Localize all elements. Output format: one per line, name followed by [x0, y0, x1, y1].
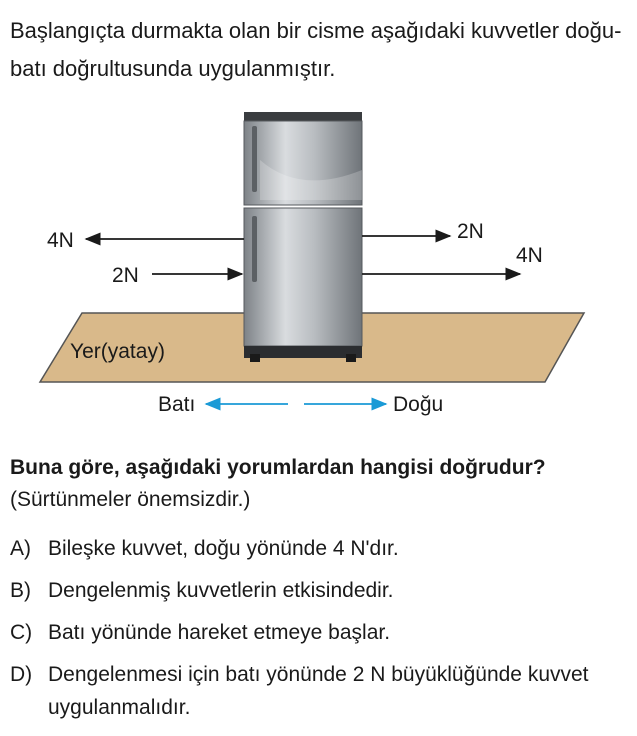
option-text: Dengelenmesi için batı yönünde 2 N büyüklüğünde kuvvet uygulanmalıdır. — [48, 663, 589, 719]
question-stem: Buna göre, aşağıdaki yorumlardan hangisi doğrudur? — [10, 456, 546, 479]
option-letter: D) — [10, 663, 33, 686]
answer-options — [10, 532, 635, 733]
option-letter: C) — [10, 621, 33, 644]
ground-label: Yer(yatay) — [70, 340, 165, 363]
option-text: Batı yönünde hareket etmeye başlar. — [48, 621, 391, 644]
option-text: Dengelenmiş kuvvetlerin etkisindedir. — [48, 579, 394, 602]
option-letter: B) — [10, 579, 31, 602]
option-text: Bileşke kuvvet, doğu yönünde 4 N'dır. — [48, 537, 399, 560]
force-diagram — [0, 100, 637, 430]
intro-text: Başlangıçta durmakta olan bir cisme aşağıdaki kuvvetler doğu-batı doğrultusunda uygulanmıştır. — [10, 18, 622, 81]
force-label-left-bottom: 2N — [112, 264, 139, 287]
fridge-object — [244, 112, 362, 362]
force-label-left-top: 4N — [47, 229, 74, 252]
force-label-right-top: 2N — [457, 220, 484, 243]
option-a[interactable] — [10, 532, 635, 565]
option-b[interactable] — [10, 574, 635, 607]
option-d[interactable] — [10, 658, 635, 724]
direction-west-label: Batı — [158, 393, 196, 416]
option-letter: A) — [10, 537, 31, 560]
force-label-right-bottom: 4N — [516, 244, 543, 267]
direction-east-label: Doğu — [393, 393, 444, 416]
question-note: (Sürtünmeler önemsizdir.) — [10, 488, 251, 511]
question — [10, 452, 630, 516]
option-c[interactable] — [10, 616, 635, 649]
